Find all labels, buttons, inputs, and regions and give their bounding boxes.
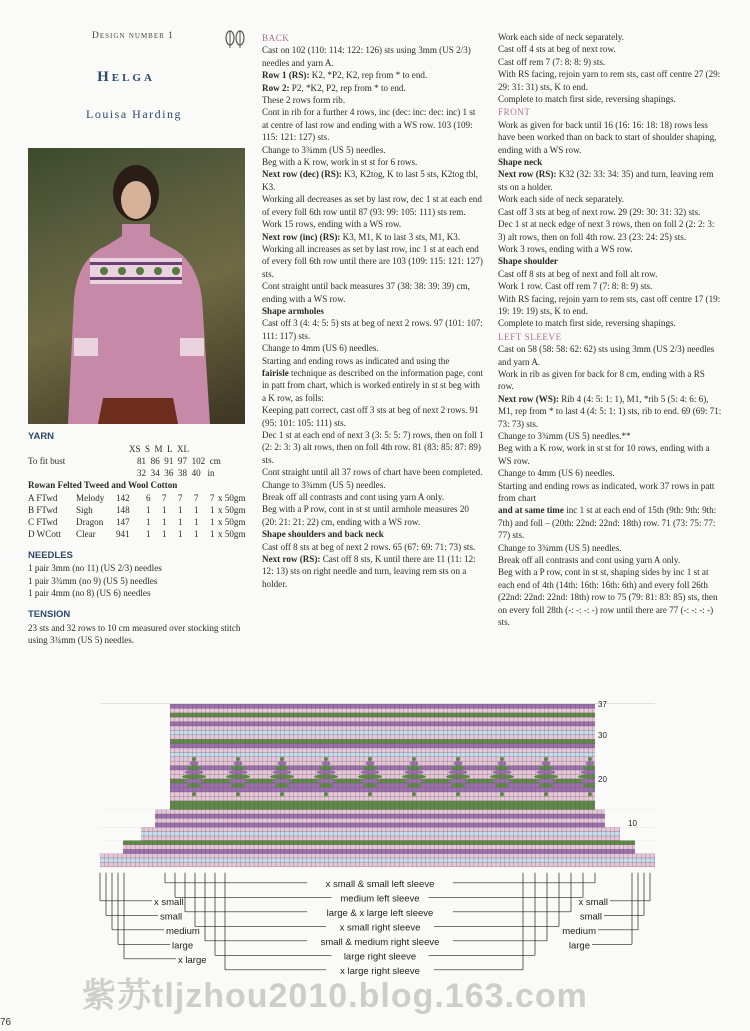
chart-motif <box>456 792 460 796</box>
chart-motif <box>500 792 504 796</box>
chart-motif <box>454 761 463 765</box>
size-label-right: medium <box>562 925 596 937</box>
chart-motif <box>275 766 289 770</box>
bust-cm-value: 91 <box>164 456 174 467</box>
chart-motif <box>454 788 463 792</box>
instruction-text: With RS facing, rejoin yarn to rem sts, cast off centre 17 (19: 19: 19: 19) sts, K to end. <box>498 293 721 316</box>
chart-motif <box>363 783 377 787</box>
chart-row <box>100 858 655 862</box>
bust-in-unit: in <box>207 468 215 479</box>
instruction-text: Dec 1 st at neck edge of next 3 rows, then on foll 2 (2: 2: 3: 3) alt rows, then on foll 4th row. 23 (23: 24: 25) sts. <box>498 219 715 242</box>
chart-motif <box>410 761 419 765</box>
size-label-center: large & x large left sleeve <box>326 907 434 919</box>
chart-mask <box>95 854 100 867</box>
instruction-text: Change to 3¾mm (US 5) needles. <box>262 479 386 490</box>
chart-motif <box>185 770 204 774</box>
tension-text: 23 sts and 32 rows to 10 cm measured over stocking stitch using 3¾mm (US 5) needles. <box>28 622 241 646</box>
size-label-left: small <box>160 911 183 923</box>
chart-motif <box>537 770 556 774</box>
chart-mask <box>95 704 170 810</box>
yarn-qty: 1 <box>210 516 215 527</box>
chart-motif <box>498 788 507 792</box>
size-label: XS <box>129 444 141 455</box>
yarn-heading: YARN <box>28 431 55 442</box>
chart-mask <box>95 840 123 853</box>
yarn-code: A FTwd <box>28 492 58 503</box>
instruction-text: Working all increases as set by last row, inc 1 st at each end of every foll 6th row until there are 103 (109: 115: 121: 127) sts. <box>262 243 483 279</box>
yarn-qty: 1 <box>178 504 183 515</box>
chart-motif <box>317 770 336 774</box>
chart-motif <box>583 783 597 787</box>
chart-row-number: 30 <box>598 730 607 740</box>
instruction-text: Cast off 4 sts at beg of next row. <box>498 44 616 55</box>
chart-row <box>141 832 620 836</box>
sweater-photo-illustration <box>28 148 245 424</box>
chart-motif <box>187 766 201 770</box>
yarn-unit: x 50gm <box>218 528 246 539</box>
chart-row-number: 20 <box>598 774 607 784</box>
subsection-heading: Shape armholes <box>262 305 324 316</box>
yarn-qty: 1 <box>146 504 151 515</box>
chart-motif <box>544 792 548 796</box>
chart-motif <box>280 792 284 796</box>
chart-motif <box>544 757 548 761</box>
chart-row <box>141 836 620 840</box>
chart-row <box>141 827 620 831</box>
bust-cm-unit: cm <box>209 456 221 467</box>
size-label: L <box>167 444 173 455</box>
pattern-title: Helga <box>97 69 155 85</box>
chart-row <box>155 810 605 814</box>
back-instructions-column <box>262 31 484 590</box>
chart-motif <box>317 779 336 783</box>
chart-motif <box>358 774 382 778</box>
needle-item: 1 pair 4mm (no 8) (US 6) needles <box>28 588 151 599</box>
instruction-text: Next row (inc) (RS): K3, M1, K to last 3 sts, M1, K3. <box>262 231 461 242</box>
size-label-center: small & medium right sleeve <box>320 936 440 948</box>
chart-motif <box>451 783 465 787</box>
instruction-text: Change to 3¾mm (US 5) needles.** <box>498 431 631 441</box>
instruction-text: Starting and ending rows as indicated and using the <box>262 355 450 366</box>
yarn-qty: 1 <box>162 528 167 539</box>
tension-heading: TENSION <box>28 609 71 621</box>
instruction-text: Work as given for back until 16 (16: 16: 18: 18) rows less have been worked than on back to start of shoulder shaping, ending with a WS row. <box>498 119 717 155</box>
instruction-text: Change to 3¾mm (US 5) needles. <box>262 144 386 155</box>
yarn-code: D WCott <box>28 528 61 539</box>
yarn-unit: x 50gm <box>218 516 246 527</box>
instruction-text: Change to 3¾mm (US 5) needles. <box>498 542 622 553</box>
chart-motif <box>405 779 424 783</box>
instruction-text: Work 1 row. Cast off rem 7 (7: 8: 8: 9) sts. <box>498 281 653 292</box>
size-label: M <box>154 444 163 455</box>
instruction-text: Next row (WS): Rib 4 (4: 5: 1: 1), M1, *rib 5 (5: 4: 6: 6), M1, rep from * to last 4 (4: 5: 1: 1) sts, rib to end. 69 (69: 71: 73: 73) sts. <box>498 393 722 429</box>
chart-motif <box>366 761 375 765</box>
yarn-shade-number: 941 <box>116 528 130 539</box>
instruction-text: and at same time inc 1 st at each end of 15th (9th: 9th: 9th: 7th) and foll – (20th: 22nd: 22nd: 18th) row. 71 (73: 75: 77: 77) sts. <box>498 505 717 541</box>
chart-row <box>155 823 605 827</box>
needle-item: 1 pair 3¾mm (no 9) (US 5) needles <box>28 575 158 586</box>
model-photo <box>28 148 245 424</box>
yarn-qty: 6 <box>146 492 151 503</box>
chart-motif <box>234 788 243 792</box>
size-label-right: x small <box>578 896 608 908</box>
chart-motif <box>273 779 292 783</box>
yarn-qty: 7 <box>178 492 183 503</box>
chart-motif <box>273 770 292 774</box>
chart-motif <box>495 766 509 770</box>
instruction-text: Work each side of neck separately. <box>498 32 624 42</box>
chart-motif <box>534 774 558 778</box>
chart-motif <box>412 757 416 761</box>
chart-motif <box>493 779 512 783</box>
instruction-text: Keeping patt correct, cast off 3 sts at beg of next 2 rows. 91 (95: 101: 105: 111) sts. <box>262 405 479 428</box>
instruction-text: Break off all contrasts and cont using yarn A only. <box>498 555 681 566</box>
instruction-text: Change to 4mm (US 6) needles. <box>262 343 379 354</box>
instruction-text: Next row (RS): Cast off 8 sts, K until there are 11 (11: 12: 12: 13) sts on right needle and turn, leaving rem sts on a holder. <box>262 554 476 589</box>
yarn-shade: Clear <box>76 528 96 539</box>
chart-motif <box>226 774 250 778</box>
bust-in-value: 40 <box>191 468 201 479</box>
instruction-text: Cast off 3 sts at beg of next row. 29 (29: 30: 31: 32) sts. <box>498 206 701 217</box>
chart-motif <box>542 761 551 765</box>
yarn-row <box>28 504 253 516</box>
chart-motif <box>231 783 245 787</box>
instruction-text: Cont straight until back measures 37 (38: 38: 39: 39) cm, ending with a WS row. <box>262 281 470 304</box>
chart-mask <box>95 827 141 840</box>
chart-motif <box>192 757 196 761</box>
instruction-text: fairisle technique as described on the information page, cont in patt from chart, which is worked entirely in st st beg with a K row, as folls: <box>262 367 483 403</box>
yarn-shade: Sigh <box>76 504 93 515</box>
yarn-row <box>28 528 253 540</box>
instruction-text: Work in rib as given for back for 8 cm, ending with a RS row. <box>498 368 705 392</box>
chart-row-number: 37 <box>598 700 607 709</box>
instruction-text: Cast off 3 (4: 4: 5: 5) sts at beg of next 2 rows. 97 (101: 107: 111: 117) sts. <box>262 318 483 341</box>
size-label-left: large <box>172 940 194 952</box>
chart-motif <box>498 761 507 765</box>
chart-motif <box>368 757 372 761</box>
bust-in-value: 34 <box>150 468 160 479</box>
chart-row <box>123 845 635 849</box>
chart-motif <box>270 774 294 778</box>
chart-motif <box>368 792 372 796</box>
chart-motif <box>324 757 328 761</box>
yarn-row <box>28 516 253 528</box>
instruction-text: Work 3 rows, ending with a WS row. <box>498 243 633 254</box>
subsection-heading: Shape shoulders and back neck <box>262 529 384 540</box>
bust-in-value: 38 <box>177 468 188 479</box>
size-label-center: medium left sleeve <box>340 893 420 905</box>
yarn-qty: 1 <box>210 504 215 515</box>
yarn-qty: 1 <box>162 516 167 527</box>
instruction-text: Working all decreases as set by last row, dec 1 st at each end of every foll 6th row until 87 (93: 99: 105: 111) sts rem. <box>262 194 482 217</box>
size-label-right: large <box>568 940 590 952</box>
instruction-text: Cont in rib for a further 4 rows, inc (dec: inc: dec: inc) 1 st at centre of last row and ending with a WS row. 103 (109: 115: 121: 127) sts. <box>262 107 476 143</box>
bust-cm-value: 97 <box>177 456 188 467</box>
instruction-text: Complete to match first side, reversing shapings. <box>498 318 676 329</box>
chart-motif <box>451 766 465 770</box>
instruction-text: Cast off rem 7 (7: 8: 8: 9) sts. <box>498 56 606 67</box>
chart-motif <box>278 761 287 765</box>
chart-motif <box>234 761 243 765</box>
bust-in-row <box>137 467 215 479</box>
chart-motif <box>490 774 514 778</box>
chart-motif <box>410 788 419 792</box>
page-number: 76 <box>0 1017 12 1028</box>
chart-motif <box>229 779 248 783</box>
chart-motif <box>319 783 333 787</box>
size-label-center: large right sleeve <box>343 951 417 963</box>
instruction-text: Complete to match first side, reversing shapings. <box>498 94 676 105</box>
bust-in-value: 36 <box>164 468 174 479</box>
instruction-text: Beg with a P row, cont in st st, shaping sides by inc 1 st at each end of 4th (14th: 16th: 16th: 6th) and every foll 26th (22nd: 22nd: 22nd: 18th) row to 75 (79: 81: 83: 85) sts, then on every foll 28th (-: -: -: -) row until there are 77 (-: -: -: -) sts. <box>498 567 718 628</box>
author-name: Louisa Harding <box>86 107 182 121</box>
chart-motif <box>278 788 287 792</box>
bust-cm-value: 86 <box>150 456 160 467</box>
chart-motif <box>192 792 196 796</box>
chart-motif <box>361 779 380 783</box>
chart-motif <box>182 774 206 778</box>
chart-mask <box>620 827 655 840</box>
subsection-heading: Shape shoulder <box>498 256 558 267</box>
yarn-shade: Dragon <box>76 516 104 527</box>
size-label-left: x small <box>154 896 184 908</box>
chart-motif <box>324 792 328 796</box>
chart-motif <box>402 774 426 778</box>
yarn-qty: 7 <box>162 492 167 503</box>
instruction-text: Cast on 58 (58: 58: 62: 62) sts using 3mm (US 2/3) needles and yarn A. <box>498 344 715 367</box>
instruction-text: Next row (RS): K32 (32: 33: 34: 35) and turn, leaving rem sts on a holder. <box>498 169 714 192</box>
bust-cm-row <box>137 455 221 467</box>
instruction-text: Cast off 8 sts at beg of next 2 rows. 65 (67: 69: 71: 73) sts. <box>262 541 476 552</box>
yarn-shade: Melody <box>76 492 105 503</box>
chart-motif <box>586 788 595 792</box>
chart-motif <box>190 788 199 792</box>
yarn-unit: x 50gm <box>218 492 246 503</box>
chart-motif <box>275 783 289 787</box>
chart-row <box>123 849 635 853</box>
chart-motif <box>319 766 333 770</box>
chart-motif <box>236 792 240 796</box>
yarn-qty: 1 <box>162 504 167 515</box>
chart-motif <box>588 757 592 761</box>
chart-row <box>100 854 655 858</box>
yarn-rows <box>28 492 253 540</box>
bust-cm-value: 102 <box>191 456 206 467</box>
chart-motif <box>363 766 377 770</box>
yarn-qty: 1 <box>146 528 151 539</box>
instruction-text: Cast on 102 (110: 114: 122: 126) sts using 3mm (US 2/3) needles and yarn A. <box>262 45 471 68</box>
yarn-unit: x 50gm <box>218 504 246 515</box>
size-label-left: x large <box>178 954 207 966</box>
chart-motif <box>412 792 416 796</box>
chart-motif <box>366 788 375 792</box>
size-label-center: x small & small left sleeve <box>325 878 435 890</box>
section-heading: BACK <box>262 33 290 43</box>
front-sleeve-instructions-column <box>498 31 722 629</box>
chart-motif <box>280 757 284 761</box>
sizes-row <box>28 444 191 455</box>
instruction-text: Beg with a P row, cont in st st until armhole measures 20 (20: 21: 21: 22) cm, ending with a WS row. <box>262 504 469 527</box>
yarn-qty: 1 <box>194 528 199 539</box>
materials-column <box>28 431 253 647</box>
yarn-qty: 1 <box>194 516 199 527</box>
needles-heading: NEEDLES <box>28 549 73 561</box>
chart-motif <box>539 766 553 770</box>
chart-row <box>123 840 635 844</box>
chart-row-number: 10 <box>628 818 637 828</box>
chart-motif <box>446 774 470 778</box>
instruction-text: Beg with a K row, work in st st for 6 rows. <box>262 157 418 168</box>
yarn-name: Rowan Felted Tweed and Wool Cotton <box>28 480 178 491</box>
yarn-row <box>28 492 253 504</box>
instruction-text: Work each side of neck separately. <box>498 194 624 205</box>
section-heading: LEFT SLEEVE <box>498 331 562 342</box>
chart-motif <box>583 766 597 770</box>
instruction-text: Starting and ending rows as indicated, work 37 rows in patt from chart <box>498 480 715 504</box>
yarn-qty: 1 <box>194 504 199 515</box>
chart-motif <box>190 761 199 765</box>
subsection-heading: Shape neck <box>498 157 543 168</box>
fairisle-chart <box>95 700 655 1010</box>
chart-row <box>155 818 605 822</box>
instruction-text: Break off all contrasts and cont using yarn A only. <box>262 492 445 503</box>
chart-row <box>100 862 655 866</box>
chart-motif <box>407 766 421 770</box>
yarn-shade-number: 148 <box>116 504 130 515</box>
yarn-code: C FTwd <box>28 516 58 527</box>
chart-row <box>155 814 605 818</box>
bust-cm-value: 81 <box>137 456 147 467</box>
chart-motif <box>449 779 468 783</box>
chart-motif <box>236 757 240 761</box>
instruction-text: Dec 1 st at each end of next 3 (3: 5: 5: 7) rows, then on foll 1 (2: 2: 3: 3) alt rows, then on foll 4th row. 81 (83: 85: 87: 89) sts. <box>262 430 484 465</box>
chart-motif <box>539 783 553 787</box>
chart-mask <box>95 810 155 828</box>
chart-motif <box>586 761 595 765</box>
chart-motif <box>493 770 512 774</box>
instruction-text: Row 2: P2, *K2, P2, rep from * to end. <box>262 82 406 93</box>
instruction-text: Work 15 rows, ending with a WS row. <box>262 219 402 230</box>
yarn-shade-number: 142 <box>116 492 130 503</box>
chart-motif <box>229 770 248 774</box>
section-heading: FRONT <box>498 107 531 118</box>
chart-motif <box>322 761 331 765</box>
yarn-qty: 7 <box>210 492 215 503</box>
chart-motif <box>314 774 338 778</box>
chart-motif <box>322 788 331 792</box>
yarn-qty: 1 <box>178 528 183 539</box>
chart-motif <box>542 788 551 792</box>
knitting-needles-icon <box>224 29 246 49</box>
instruction-text: Next row (dec) (RS): K3, K2tog, K to last 5 sts, K2tog tbl, K3. <box>262 169 479 192</box>
instruction-text: Cont straight until all 37 rows of chart have been completed. <box>262 467 483 478</box>
needle-item: 1 pair 3mm (no 11) (US 2/3) needles <box>28 563 162 574</box>
chart-motif <box>500 757 504 761</box>
yarn-table <box>28 444 191 455</box>
chart-mask <box>635 840 655 853</box>
chart-motif <box>405 770 424 774</box>
chart-motif <box>456 757 460 761</box>
size-label-center: x large right sleeve <box>340 965 420 977</box>
chart-motif <box>588 792 592 796</box>
yarn-qty: 7 <box>194 492 199 503</box>
yarn-shade-number: 147 <box>116 516 130 527</box>
bust-in-value: 32 <box>137 468 147 479</box>
size-label-center: x small right sleeve <box>339 922 421 934</box>
instruction-text: Change to 4mm (US 6) needles. <box>498 468 615 479</box>
instruction-text: Cast off 8 sts at beg of next and foll alt row. <box>498 268 658 279</box>
chart-mask <box>595 704 655 810</box>
instruction-text: These 2 rows form rib. <box>262 95 346 106</box>
chart-motif <box>537 779 556 783</box>
chart-motif <box>185 779 204 783</box>
size-label-right: small <box>579 911 602 923</box>
instruction-text: Beg with a K row, work in st st for 10 rows, ending with a WS row. <box>498 443 710 466</box>
design-number: Design number 1 <box>92 31 174 41</box>
to-fit-label: To fit bust <box>28 456 66 467</box>
chart-motif <box>187 783 201 787</box>
chart-motif <box>407 783 421 787</box>
size-label-left: medium <box>166 925 200 937</box>
yarn-qty: 1 <box>146 516 151 527</box>
instruction-text: Row 1 (RS): K2, *P2, K2, rep from * to end. <box>262 70 428 81</box>
size-label: XL <box>177 444 190 455</box>
watermark: 紫苏tljzhou2010.blog.163.com <box>82 977 588 1015</box>
chart-motif <box>231 766 245 770</box>
instruction-text: With RS facing, rejoin yarn to rem sts, cast off centre 27 (29: 29: 31: 31) sts, K to end. <box>498 69 721 92</box>
yarn-qty: 1 <box>210 528 215 539</box>
yarn-code: B FTwd <box>28 504 58 515</box>
size-label: S <box>145 444 151 455</box>
chart-motif <box>495 783 509 787</box>
chart-motif <box>449 770 468 774</box>
chart-motif <box>361 770 380 774</box>
yarn-qty: 1 <box>178 516 183 527</box>
